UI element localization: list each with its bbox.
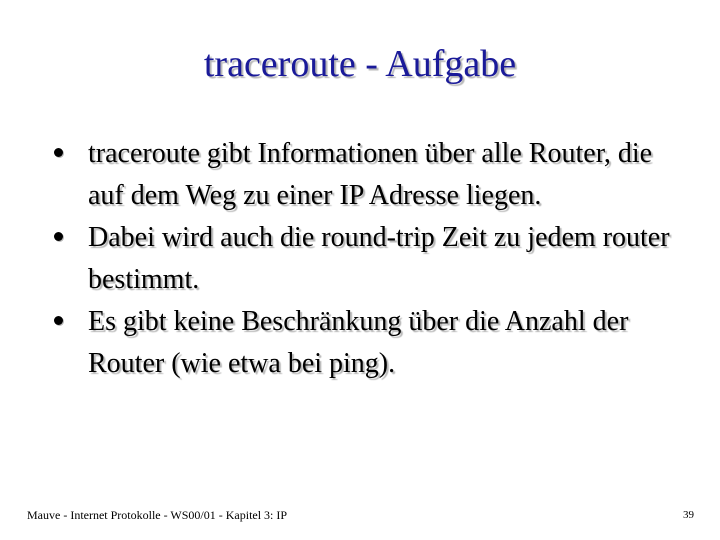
bullet-item [54, 301, 694, 385]
bullet-text: traceroute gibt Informationen über alle Router, die auf dem Weg zu einer IP Adresse liegen. [88, 138, 653, 211]
bullet-text: Es gibt keine Beschränkung über die Anzahl der Router (wie etwa bei ping). [88, 306, 629, 379]
bullet-item [54, 217, 694, 301]
slide-title: traceroute - Aufgabe [203, 43, 517, 85]
bullet-dot-icon [54, 316, 63, 325]
bullet-dot-icon [54, 148, 63, 157]
bullet-dot-icon [54, 232, 63, 241]
slide-footer: Mauve - Internet Protokolle - WS00/01 - Kapitel 3: IP [27, 508, 288, 522]
page-number: 39 [683, 509, 694, 521]
bullet-text: Dabei wird auch die round-trip Zeit zu jedem router bestimmt. [88, 222, 670, 295]
bullet-item [54, 133, 694, 217]
bullet-list [54, 133, 694, 385]
